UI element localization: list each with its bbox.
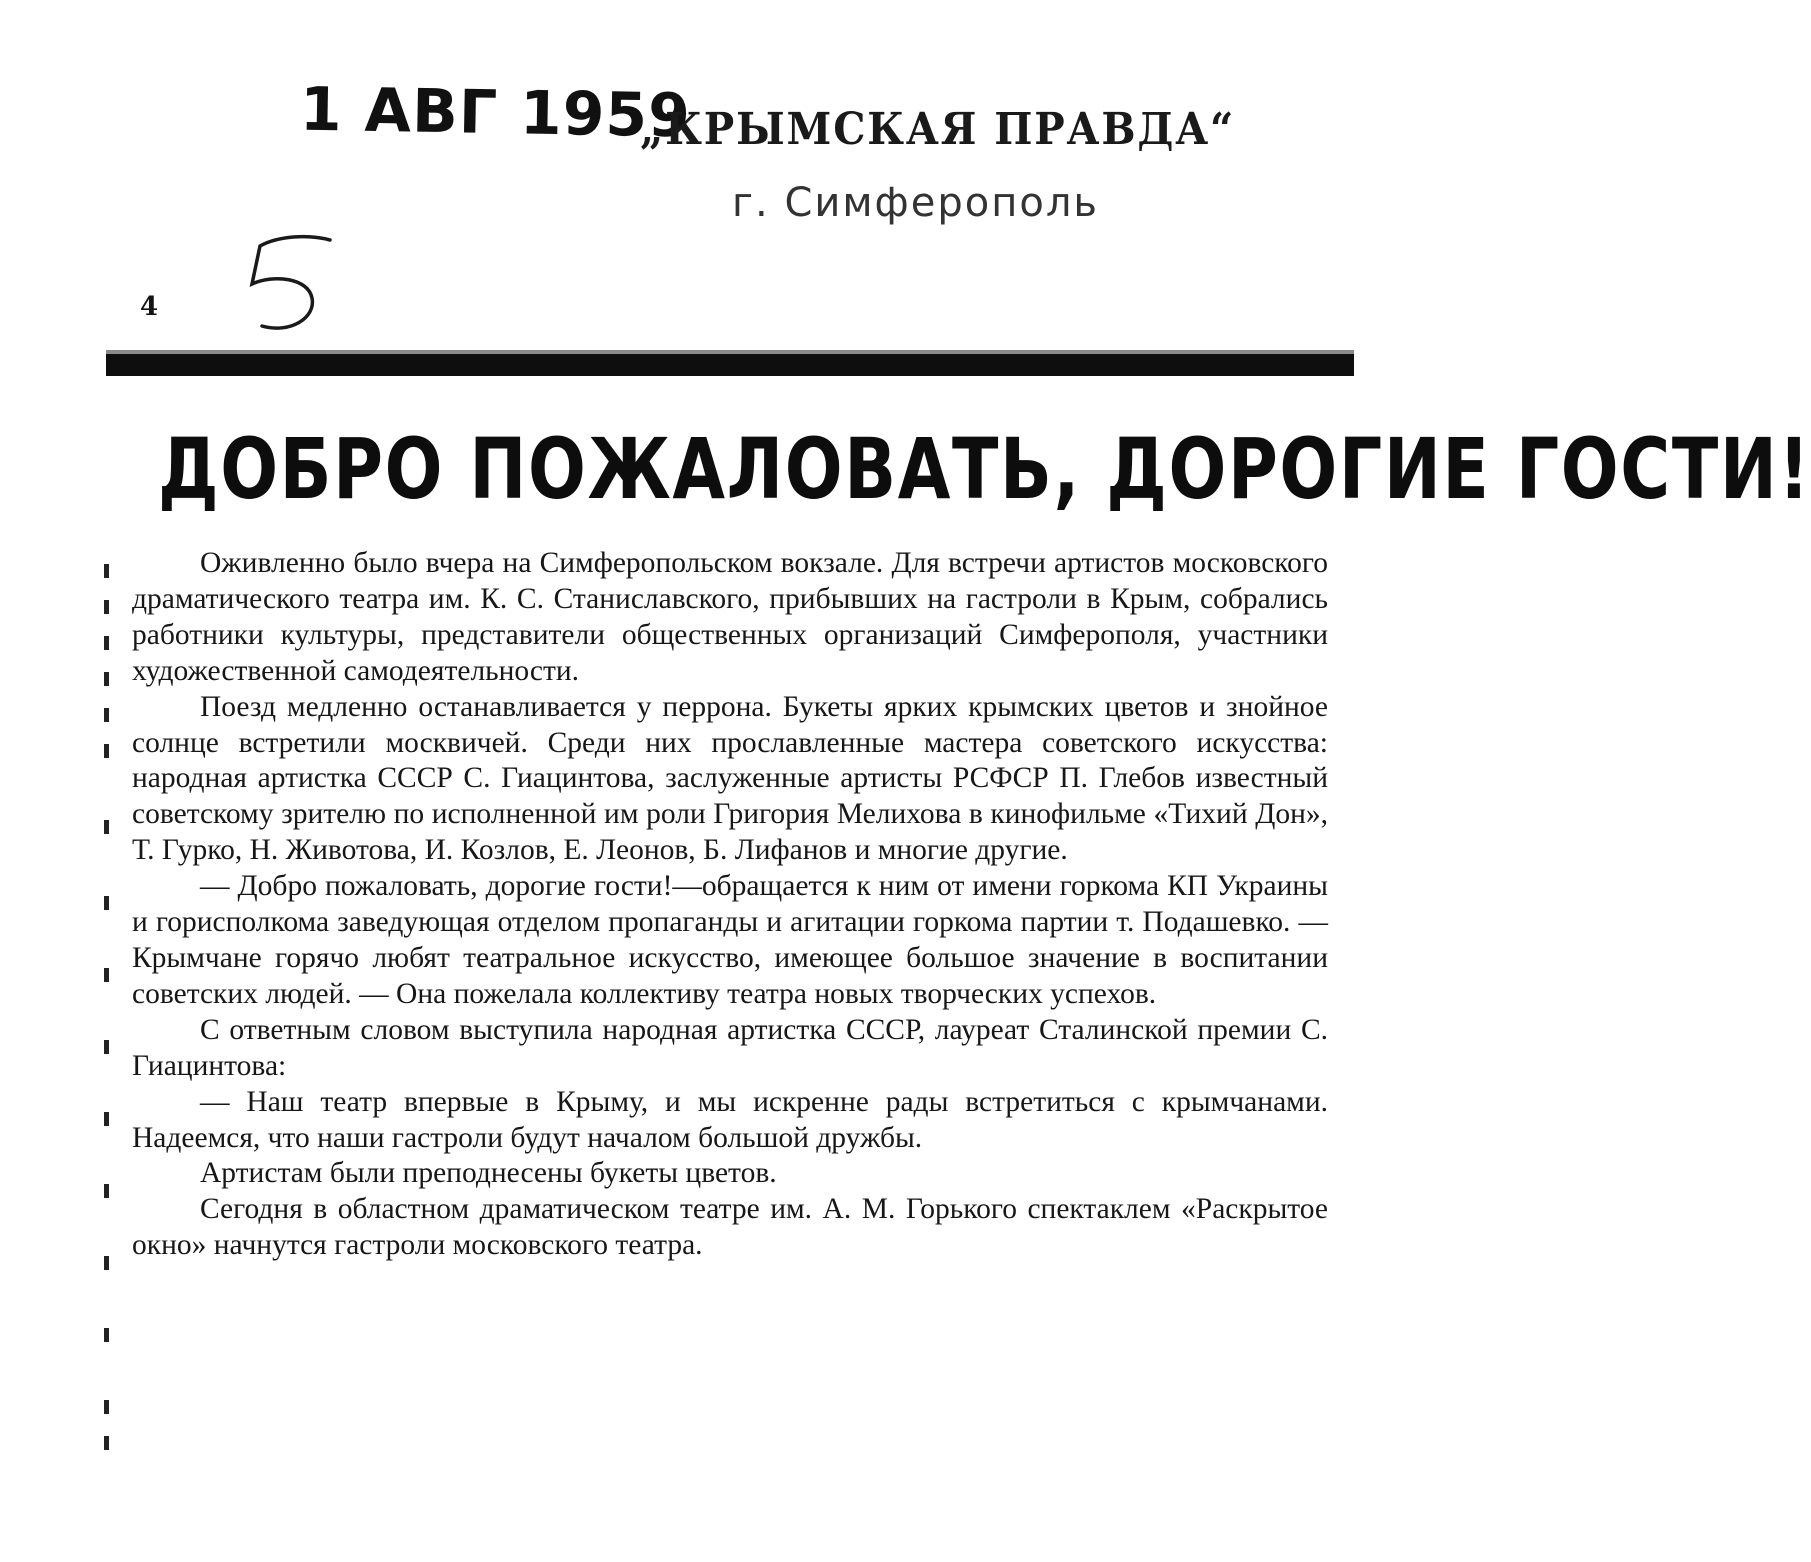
handwritten-number-mark: [238, 226, 348, 346]
article-paragraph: Оживленно было вчера на Симферопольском вокзале. Для встречи артистов московского драматического театра им. К. С. Станиславского, прибывших на гастроли в Крым, собрались работники культуры, представители общественных организаций Симферополя, участники художественной самодеятельности.: [132, 547, 1328, 687]
article-paragraph: Поезд медленно останавливается у перрона. Букеты ярких крымских цветов и знойное солнце встретили москвичей. Среди них прославленные мастера советского искусства: народная артистка СССР С. Гиацинтова, заслуженные артисты РСФСР П. Глебов известный советскому зрителю по исполненной им роли Григория Мелихова в кинофильме «Тихий Дон», Т. Гурко, Н. Животова, И. Козлов, Е. Леонов, Б. Лифанов и многие другие.: [132, 690, 1328, 867]
header-rule: [106, 354, 1354, 376]
stamp-city: г. Симферополь: [732, 180, 1099, 226]
article-paragraph: С ответным словом выступила народная артистка СССР, лауреат Сталинской премии С. Гиацинтова:: [132, 1013, 1328, 1082]
stamp-newspaper-name: „КРЫМСКАЯ ПРАВДА“: [640, 104, 1236, 155]
article-headline: ДОБРО ПОЖАЛОВАТЬ, ДОРОГИЕ ГОСТИ!: [158, 420, 1811, 518]
article-paragraph: — Добро пожаловать, дорогие гости!—обращается к ним от имени горкома КП Украины и горисполкома заведующая отделом пропаганды и агитации горкома партии т. Подашевко. — Крымчане горячо любят театральное искусство, имеющее большое значение в воспитании советских людей. — Она пожелала коллективу театра новых творческих успехов.: [132, 870, 1328, 1010]
article-paragraph: Артистам были преподнесены букеты цветов.: [200, 1157, 777, 1190]
article-body: [132, 546, 1328, 1264]
page-number: 4: [140, 292, 159, 322]
article-paragraph: — Наш театр впервые в Крыму, и мы искренне рады встретиться с крымчанами. Надеемся, что наши гастроли будут началом большой дружбы.: [132, 1085, 1328, 1154]
article-paragraph: Сегодня в областном драматическом театре им. А. М. Горького спектаклем «Раскрытое окно» начнутся гастроли московского театра.: [132, 1193, 1328, 1262]
margin-marks: [104, 556, 116, 1456]
stamp-date: 1 АВГ 1959: [299, 74, 692, 152]
